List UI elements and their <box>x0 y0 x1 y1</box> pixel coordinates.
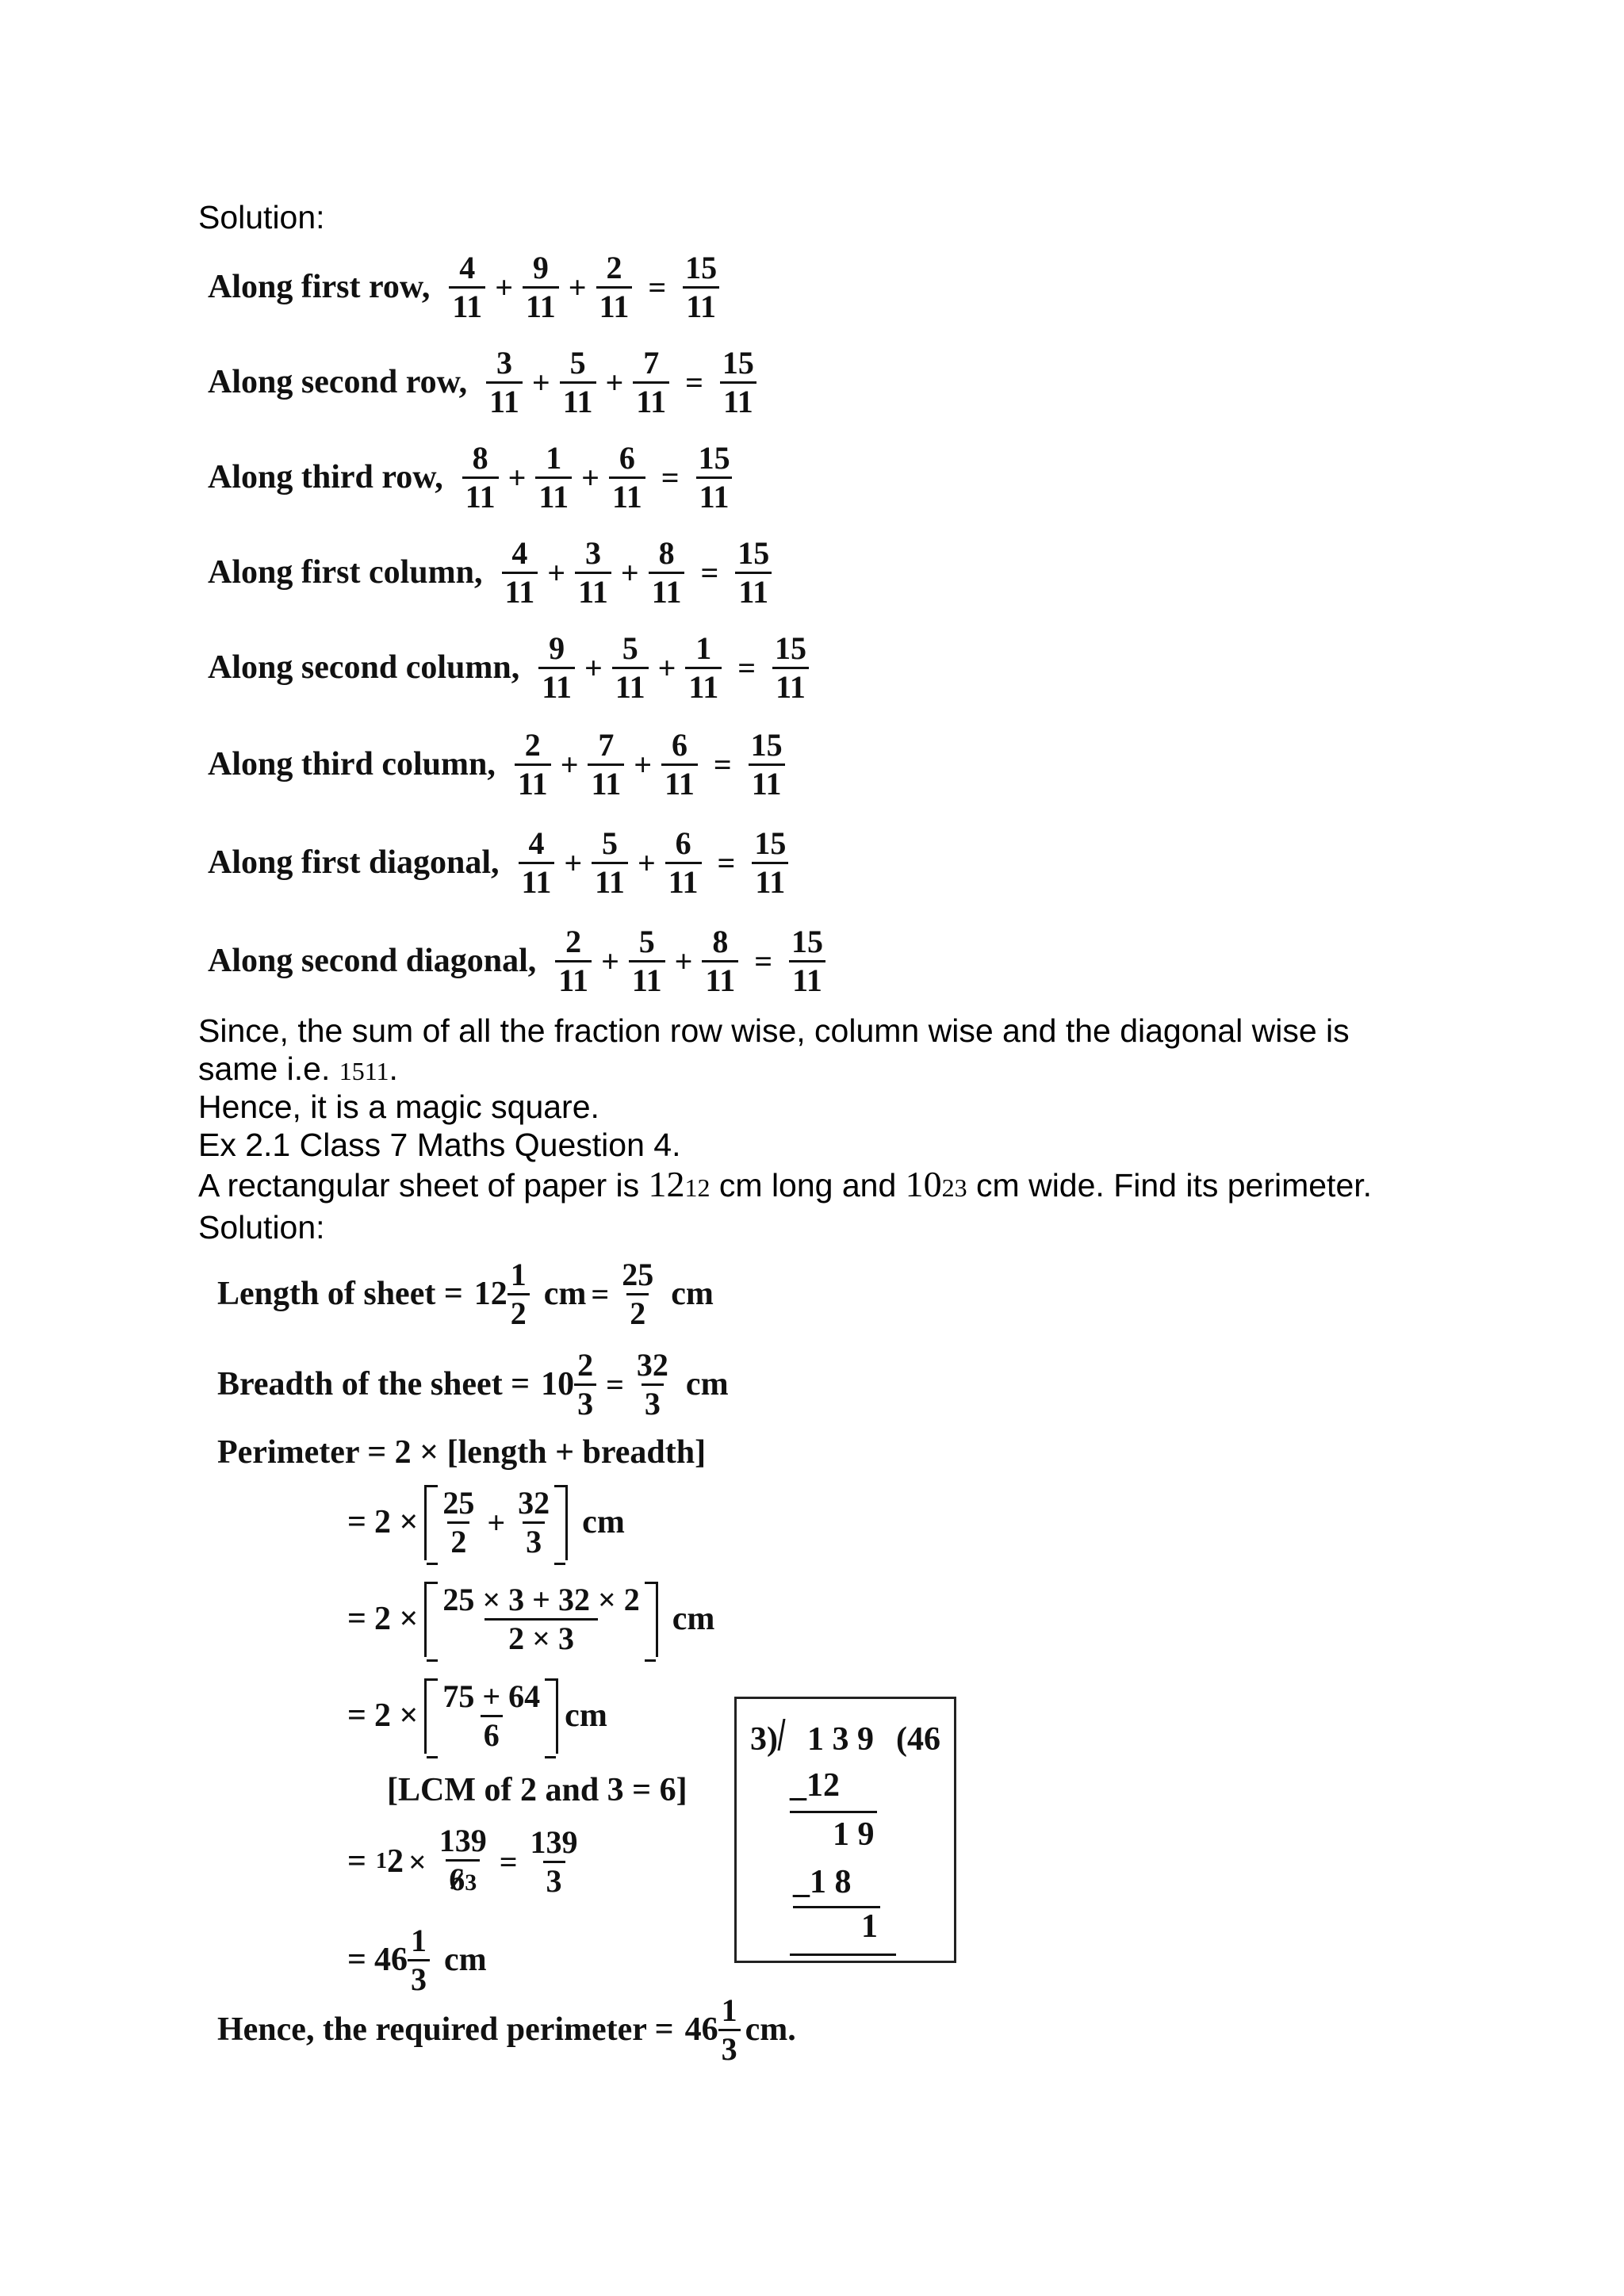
sum-result <box>788 924 826 999</box>
sum-result <box>719 345 757 420</box>
equals-sign: = <box>737 649 756 686</box>
fraction <box>702 924 738 999</box>
numerator: 15 <box>698 439 730 476</box>
perimeter-step-2: = 2 × $\frac{25 \times 3 + 32 \times 2}{2 \times 3}$ cm <box>347 1581 715 1656</box>
denominator: 11 <box>609 476 645 515</box>
magic-sum-row <box>208 528 777 617</box>
denominator: 11 <box>502 572 538 610</box>
denominator: 11 <box>735 572 772 610</box>
perimeter-formula: Perimeter = 2 × [length + breadth] <box>217 1434 707 1471</box>
numerator: 15 <box>685 249 718 285</box>
numerator: 3 <box>496 344 512 381</box>
sum-label: Along second row, <box>208 364 468 400</box>
hence-magic-square: Hence, it is a magic square. <box>198 1089 599 1125</box>
plus-sign: + <box>564 844 583 881</box>
division-quotient: (46 <box>896 1721 940 1758</box>
lcm-note: [LCM of 2 and 3 = 6] <box>387 1772 688 1808</box>
numerator: 6 <box>671 726 688 763</box>
equals-sign: = <box>648 269 667 305</box>
fraction <box>486 345 523 420</box>
denominator: 11 <box>649 572 685 610</box>
solution-heading: Solution: <box>198 199 325 235</box>
length-line: Length of sheet = 12 $\frac{1}{2}$ cm = $\frac{25}{2}$ cm <box>217 1256 714 1331</box>
sum-label: Along second column, <box>208 649 520 686</box>
numerator: 1 <box>546 439 562 476</box>
fraction <box>575 535 611 610</box>
sum-label: Along third row, <box>208 459 443 496</box>
numerator: 2 <box>524 726 541 763</box>
numerator: 4 <box>459 249 476 285</box>
magic-sum-row <box>208 338 762 427</box>
plus-sign: + <box>634 746 653 783</box>
plus-sign: + <box>508 459 527 496</box>
magic-sum-row <box>208 243 725 331</box>
fraction <box>661 727 698 802</box>
fraction <box>665 825 702 901</box>
division-rule-1 <box>790 1811 877 1813</box>
equals-sign: = <box>717 844 736 881</box>
denominator: 11 <box>720 381 756 420</box>
fraction <box>515 727 551 802</box>
sum-label: Along third column, <box>208 746 496 783</box>
sum-result <box>772 630 810 706</box>
fraction <box>609 440 645 515</box>
numerator: 15 <box>722 344 754 381</box>
numerator: 6 <box>619 439 635 476</box>
perimeter-step-4: = 1 2 × $\frac{139}{63}$ = $\frac{139}{3}$ <box>347 1816 586 1908</box>
numerator: 1 <box>695 629 712 666</box>
sum-result <box>734 535 772 610</box>
fraction <box>612 630 649 706</box>
fraction <box>588 727 624 802</box>
fraction <box>629 924 665 999</box>
denominator: 11 <box>683 286 719 325</box>
denominator: 11 <box>633 381 669 420</box>
numerator: 5 <box>622 629 638 666</box>
numerator: 2 <box>565 923 582 959</box>
fraction <box>523 250 559 325</box>
sum-result <box>748 727 786 802</box>
sum-label: Along second diagonal, <box>208 943 537 979</box>
numerator: 15 <box>737 534 770 571</box>
numerator: 15 <box>750 726 783 763</box>
denominator: 11 <box>515 763 551 802</box>
denominator: 11 <box>696 476 733 515</box>
numerator: 4 <box>511 534 528 571</box>
denominator: 11 <box>612 667 649 706</box>
denominator: 11 <box>555 960 592 999</box>
numerator: 15 <box>754 825 787 861</box>
since-line-1: Since, the sum of all the fraction row wise, column wise and the diagonal wise is <box>198 1012 1350 1049</box>
equals-sign: = <box>713 746 732 783</box>
numerator: 8 <box>712 923 729 959</box>
plus-sign: + <box>568 269 587 305</box>
numerator: 5 <box>569 344 586 381</box>
fraction <box>535 440 572 515</box>
denominator: 11 <box>588 763 624 802</box>
numerator: 9 <box>532 249 549 285</box>
denominator: 11 <box>596 286 633 325</box>
sum-result <box>682 250 720 325</box>
solution-heading-2: Solution: <box>198 1209 325 1246</box>
numerator: 8 <box>472 439 488 476</box>
breadth-line: Breadth of the sheet = 10 $\frac{2}{3}$ = $\frac{32}{3}$ cm <box>217 1346 729 1422</box>
numerator: 3 <box>584 534 601 571</box>
numerator: 15 <box>791 923 824 959</box>
fraction <box>449 250 485 325</box>
denominator: 11 <box>685 667 722 706</box>
numerator: 8 <box>658 534 675 571</box>
sum-result <box>751 825 789 901</box>
denominator: 11 <box>789 960 825 999</box>
sum-label: Along first row, <box>208 269 431 305</box>
plus-sign: + <box>637 844 656 881</box>
fraction <box>592 825 628 901</box>
denominator: 11 <box>575 572 611 610</box>
denominator: 11 <box>538 667 575 706</box>
final-answer: Hence, the required perimeter = 46 $\frac{1}{3}$ cm. <box>217 1992 796 2067</box>
denominator: 11 <box>629 960 665 999</box>
magic-sum-row <box>208 623 814 712</box>
plus-sign: + <box>547 554 566 591</box>
fraction <box>649 535 685 610</box>
numerator: 6 <box>675 825 691 861</box>
denominator: 11 <box>752 862 788 901</box>
denominator: 11 <box>486 381 523 420</box>
denominator: 11 <box>462 476 499 515</box>
numerator: 5 <box>602 825 619 861</box>
division-dividend: 1 3 9 <box>807 1721 874 1758</box>
division-subtract-1: _12 <box>790 1767 840 1804</box>
perimeter-step-5: = 46 $\frac{1}{3}$ cm <box>347 1922 487 1997</box>
question-title: Ex 2.1 Class 7 Maths Question 4. <box>198 1127 681 1163</box>
denominator: 11 <box>592 862 628 901</box>
sum-label: Along first column, <box>208 554 483 591</box>
magic-sum-row <box>208 916 831 1005</box>
division-divisor: 3) <box>750 1721 778 1758</box>
denominator: 11 <box>519 862 555 901</box>
denominator: 11 <box>661 763 698 802</box>
plus-sign: + <box>581 459 599 496</box>
plus-sign: + <box>657 649 676 686</box>
denominator: 11 <box>702 960 738 999</box>
sum-label: Along first diagonal, <box>208 844 500 881</box>
fraction <box>538 630 575 706</box>
magic-sum-row <box>208 818 794 907</box>
denominator: 11 <box>772 667 809 706</box>
equals-sign: = <box>661 459 680 496</box>
fraction <box>596 250 633 325</box>
since-line-2: same i.e. 1511. <box>198 1050 398 1087</box>
plus-sign: + <box>531 364 550 400</box>
fraction <box>462 440 499 515</box>
numerator: 9 <box>549 629 565 666</box>
fraction <box>502 535 538 610</box>
question-text: A rectangular sheet of paper is 1212 cm long and 1023 cm wide. Find its perimeter. <box>198 1164 1373 1204</box>
plus-sign: + <box>560 746 579 783</box>
denominator: 11 <box>749 763 785 802</box>
fraction <box>685 630 722 706</box>
division-remainder-2: 1 <box>861 1908 878 1945</box>
plus-sign: + <box>584 649 603 686</box>
plus-sign: + <box>605 364 624 400</box>
fraction <box>519 825 555 901</box>
magic-sum-row <box>208 433 738 522</box>
plus-sign: + <box>674 943 693 979</box>
numerator: 15 <box>775 629 806 666</box>
denominator: 11 <box>523 286 559 325</box>
perimeter-step-1: = 2 × $\frac{25}{2}$ + $\frac{32}{3}$ cm <box>347 1484 625 1559</box>
perimeter-step-3: = 2 × $\frac{75 + 64}{6}$ cm <box>347 1678 607 1753</box>
equals-sign: = <box>685 364 703 400</box>
fraction <box>555 924 592 999</box>
division-rule-3 <box>790 1954 896 1956</box>
magic-sum-row <box>208 720 791 809</box>
numerator: 5 <box>638 923 655 959</box>
denominator: 11 <box>560 381 596 420</box>
numerator: 4 <box>528 825 545 861</box>
equals-sign: = <box>700 554 719 591</box>
equals-sign: = <box>754 943 773 979</box>
denominator: 11 <box>449 286 485 325</box>
plus-sign: + <box>495 269 513 305</box>
numerator: 7 <box>643 344 660 381</box>
denominator: 11 <box>665 862 702 901</box>
numerator: 2 <box>606 249 622 285</box>
numerator: 7 <box>598 726 615 763</box>
denominator: 11 <box>535 476 572 515</box>
sum-result <box>695 440 733 515</box>
division-subtract-2: _1 8 <box>793 1864 852 1900</box>
plus-sign: + <box>601 943 619 979</box>
division-remainder-1: 1 9 <box>833 1816 875 1853</box>
fraction <box>560 345 596 420</box>
fraction <box>633 345 669 420</box>
plus-sign: + <box>620 554 639 591</box>
